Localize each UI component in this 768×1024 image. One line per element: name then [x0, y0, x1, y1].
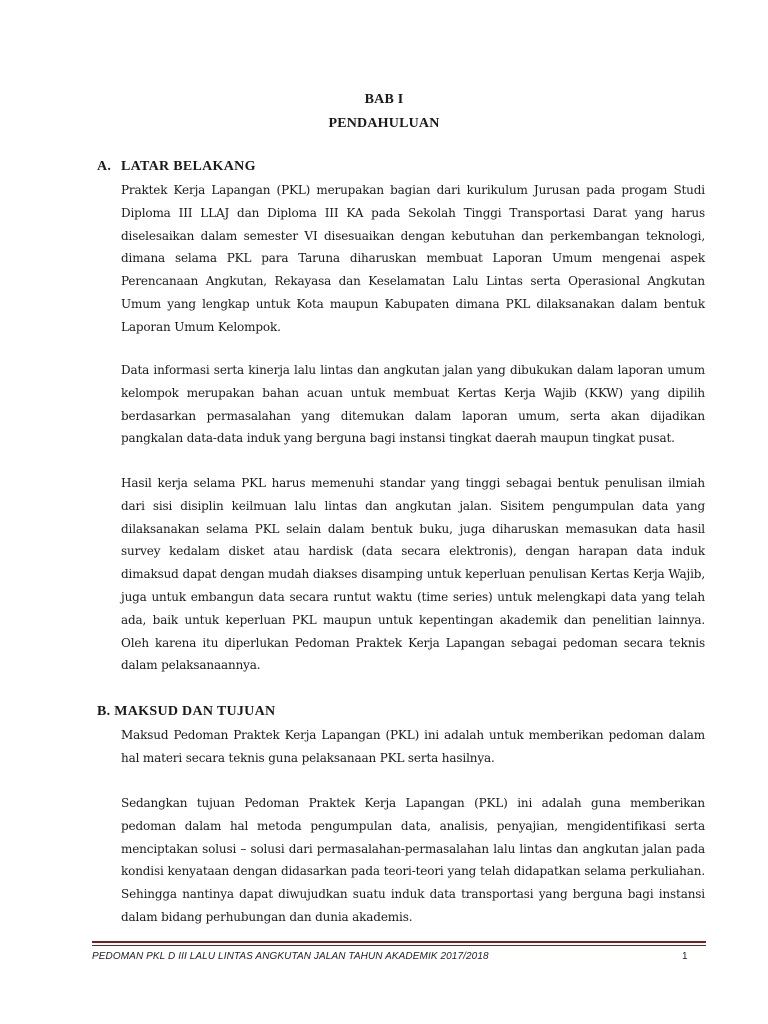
footer-text: PEDOMAN PKL D III LALU LINTAS ANGKUTAN JALAN TAHUN AKADEMIK 2017/2018: [92, 951, 489, 962]
section-b-title: B. MAKSUD DAN TUJUAN: [97, 704, 276, 719]
section-a-paragraph-3: Hasil kerja selama PKL harus memenuhi standar yang tinggi sebagai bentuk penulisan ilmiah dari sisi disiplin keilmuan lalu lintas dan angkutan jalan. Sisitem pengumpulan data yang dilaksanakan selama PKL selain dalam bentuk buku, juga diharuskan memasukan data hasil survey kedalam disket atau hardisk (data secara elektronis), dengan harapan data induk dimaksud dapat dengan mudah diakses disamping untuk keperluan penulisan Kertas Kerja Wajib, juga untuk embangun data secara runtut waktu (time series) untuk melengkapi data yang telah ada, baik untuk keperluan PKL maupun untuk kepentingan akademik dan penelitian lainnya. Oleh karena itu diperlukan Pedoman Praktek Kerja Lapangan sebagai pedoman secara teknis dalam pelaksanaannya.: [121, 476, 705, 673]
chapter-heading: BAB I: [364, 92, 404, 107]
chapter-title: PENDAHULUAN: [328, 116, 440, 131]
section-a-paragraph-1: Praktek Kerja Lapangan (PKL) merupakan bagian dari kurikulum Jurusan pada progam Studi Diploma III LLAJ dan Diploma III KA pada Sekolah Tinggi Transportasi Darat yang harus diselesaikan dalam semester VI disesuaikan dengan kebutuhan dan perkembangan teknologi, dimana selama PKL para Taruna diharuskan membuat Laporan Umum mengenai aspek Perencanaan Angkutan, Rekayasa dan Keselamatan Lalu Lintas serta Operasional Angkutan Umum yang lengkap untuk Kota maupun Kabupaten dimana PKL dilaksanakan dalam bentuk Laporan Umum Kelompok.: [121, 183, 705, 334]
section-a-paragraph-2: Data informasi serta kinerja lalu lintas dan angkutan jalan yang dibukukan dalam laporan umum kelompok merupakan bahan acuan untuk membuat Kertas Kerja Wajib (KKW) yang dipilih berdasarkan permasalahan yang ditemukan dalam laporan umum, serta akan dijadikan pangkalan data-data induk yang berguna bagi instansi tingkat daerah maupun tingkat pusat.: [121, 363, 705, 446]
section-b-paragraph-2: Sedangkan tujuan Pedoman Praktek Kerja Lapangan (PKL) ini adalah guna memberikan pedoman dalam hal metoda pengumpulan data, analisis, penyajian, mengidentifikasi serta menciptakan solusi – solusi dari permasalahan-permasalahan lalu lintas dan angkutan jalan pada kondisi kenyataan dengan didasarkan pada teori-teori yang telah didapatkan selama perkuliahan. Sehingga nantinya dapat diwujudkan suatu induk data transportasi yang berguna bagi instansi dalam bidang perhubungan dan dunia akademis.: [121, 796, 705, 924]
section-a-label: A.: [97, 159, 112, 174]
footer-rule-thick: [92, 941, 706, 943]
section-a-title: LATAR BELAKANG: [121, 159, 256, 174]
footer-rule-thin: [92, 945, 706, 946]
page-number: 1: [682, 951, 688, 962]
section-b-paragraph-1: Maksud Pedoman Praktek Kerja Lapangan (PKL) ini adalah untuk memberikan pedoman dalam hal materi secara teknis guna pelaksanaan PKL serta hasilnya.: [121, 728, 705, 765]
